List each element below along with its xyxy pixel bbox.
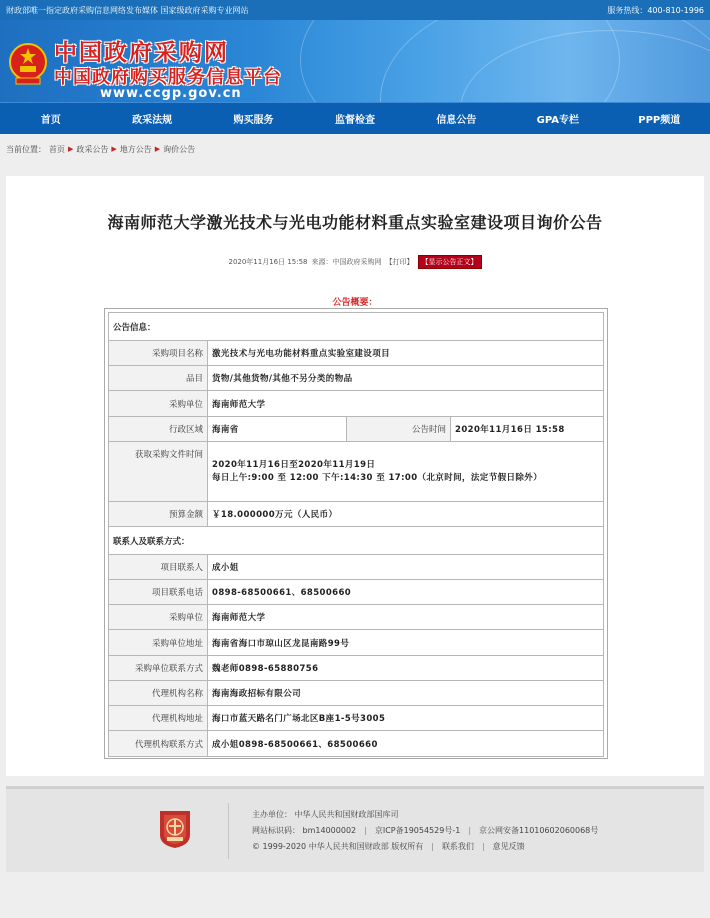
overview-label: 公告概要： bbox=[332, 298, 378, 308]
footer-icp-link[interactable]: 京ICP备19054529号-1 bbox=[374, 826, 461, 835]
doc-time-hours: 每日上午:9:00 至 12:00 下午:14:30 至 17:00（北京时间，法定节假日除外） bbox=[212, 472, 543, 483]
contact-label: 项目联系人 bbox=[109, 555, 208, 580]
category-value: 货物/其他货物/其他不另分类的物品 bbox=[208, 366, 604, 391]
article-content bbox=[6, 176, 704, 776]
agency-label: 代理机构名称 bbox=[109, 681, 208, 706]
nav-ppp[interactable]: PPP频道 bbox=[638, 115, 681, 126]
publish-time-label: 公告时间 bbox=[347, 417, 451, 442]
buyer-contact-label: 采购单位联系方式 bbox=[109, 656, 208, 681]
nav-home[interactable]: 首页 bbox=[40, 115, 61, 126]
banner bbox=[0, 20, 710, 102]
budget-label: 预算金额 bbox=[109, 502, 208, 527]
buyer-contact-value: 魏老师0898-65880756 bbox=[208, 656, 604, 681]
footer-site-id: 网站标识码： bm14000002 bbox=[252, 826, 357, 835]
site-subname: 中国政府购买服务信息平台 bbox=[54, 67, 282, 88]
article-meta bbox=[6, 255, 704, 269]
project-name-label: 采购项目名称 bbox=[109, 341, 208, 366]
agency-address-value: 海口市蓝天路名门广场北区B座1-5号3005 bbox=[208, 706, 604, 731]
region-value: 海南省 bbox=[208, 417, 347, 442]
page-title: 海南师范大学激光技术与光电功能材料重点实验室建设项目询价公告 bbox=[107, 213, 603, 232]
agency-value: 海南海政招标有限公司 bbox=[208, 681, 604, 706]
topbar-tagline: 财政部唯一指定政府采购信息网络发布媒体 国家级政府采购专业网站 bbox=[6, 5, 249, 15]
site-url[interactable]: www.ccgp.gov.cn bbox=[100, 86, 242, 101]
buyer-address-label: 采购单位地址 bbox=[109, 630, 208, 656]
publish-time-value: 2020年11月16日 15:58 bbox=[451, 417, 604, 442]
footer-feedback-link[interactable]: 意见反馈 bbox=[492, 842, 525, 851]
breadcrumb-item-home[interactable]: 首页 bbox=[49, 144, 65, 154]
buyer2-value: 海南师范大学 bbox=[208, 605, 604, 630]
footer-copyright: © 1999-2020 中华人民共和国财政部 版权所有 bbox=[252, 842, 424, 851]
publish-date: 2020年11月16日 15:58 bbox=[228, 258, 308, 266]
doc-time-date-range: 2020年11月16日至2020年11月19日 bbox=[212, 459, 376, 470]
contact-value: 成小姐 bbox=[208, 555, 604, 580]
section-announcement-info: 公告信息： bbox=[109, 313, 604, 341]
footer-info: 主办单位： 中华人民共和国财政部国库司 网站标识码： bm14000002 | 京ICP备19054529号-1 | 京公网安备11010602060068号 © 1999-2020 中华人民共和国财政部 版权所有 | 联系我们 | 意见反馈 bbox=[252, 807, 598, 855]
breadcrumb-item-inquiry[interactable]: 询价公告 bbox=[163, 144, 196, 154]
national-emblem-icon bbox=[8, 40, 48, 88]
breadcrumb-item-announcements[interactable]: 政采公告 bbox=[76, 144, 109, 154]
budget-value: ￥18.000000万元（人民币） bbox=[208, 502, 604, 527]
contact-phone-label: 项目联系电话 bbox=[109, 580, 208, 605]
show-body-button[interactable]: 【显示公告正文】 bbox=[418, 255, 482, 269]
footer bbox=[6, 786, 704, 872]
footer-contact-link[interactable]: 联系我们 bbox=[441, 842, 474, 851]
ministry-logo-icon bbox=[156, 807, 194, 849]
buyer-address-value: 海南省海口市琼山区龙昆南路99号 bbox=[208, 630, 604, 656]
category-label: 品目 bbox=[109, 366, 208, 391]
topbar bbox=[0, 0, 710, 20]
breadcrumb-item-local[interactable]: 地方公告 bbox=[119, 144, 152, 154]
breadcrumb-separator-icon: ▶ bbox=[154, 145, 161, 153]
breadcrumb-prefix: 当前位置： bbox=[6, 144, 46, 154]
breadcrumb-separator-icon: ▶ bbox=[68, 145, 74, 153]
nav-regulations[interactable]: 政采法规 bbox=[132, 115, 173, 126]
main-nav bbox=[0, 102, 710, 134]
doc-time-label: 获取采购文件时间 bbox=[109, 442, 208, 502]
footer-sponsor: 主办单位： 中华人民共和国财政部国库司 bbox=[252, 810, 399, 819]
agency-contact-label: 代理机构联系方式 bbox=[109, 731, 208, 757]
site-name: 中国政府采购网 bbox=[54, 40, 229, 66]
footer-police-link[interactable]: 京公网安备11010602060068号 bbox=[479, 826, 599, 835]
nav-supervision[interactable]: 监督检查 bbox=[334, 115, 375, 126]
buyer-value: 海南师范大学 bbox=[208, 391, 604, 417]
agency-contact-value: 成小姐0898-68500661、68500660 bbox=[208, 731, 604, 757]
agency-address-label: 代理机构地址 bbox=[109, 706, 208, 731]
service-hotline: 服务热线：400-810-1996 bbox=[607, 5, 704, 15]
buyer2-label: 采购单位 bbox=[109, 605, 208, 630]
breadcrumb bbox=[0, 134, 710, 156]
article-source: 来源：中国政府采购网 bbox=[311, 258, 382, 266]
nav-purchase-services[interactable]: 购买服务 bbox=[233, 115, 274, 126]
contact-phone-value: 0898-68500661、68500660 bbox=[208, 580, 604, 605]
region-label: 行政区域 bbox=[109, 417, 208, 442]
buyer-label: 采购单位 bbox=[109, 391, 208, 417]
announcement-table bbox=[108, 312, 604, 757]
nav-gpa[interactable]: GPA专栏 bbox=[536, 115, 579, 126]
footer-divider bbox=[228, 803, 229, 859]
section-contact-info: 联系人及联系方式： bbox=[109, 527, 604, 555]
breadcrumb-separator-icon: ▶ bbox=[111, 145, 117, 153]
nav-announcements[interactable]: 信息公告 bbox=[436, 115, 477, 126]
print-link[interactable]: 【打印】 bbox=[385, 258, 414, 266]
project-name-value: 激光技术与光电功能材料重点实验室建设项目 bbox=[208, 341, 604, 366]
